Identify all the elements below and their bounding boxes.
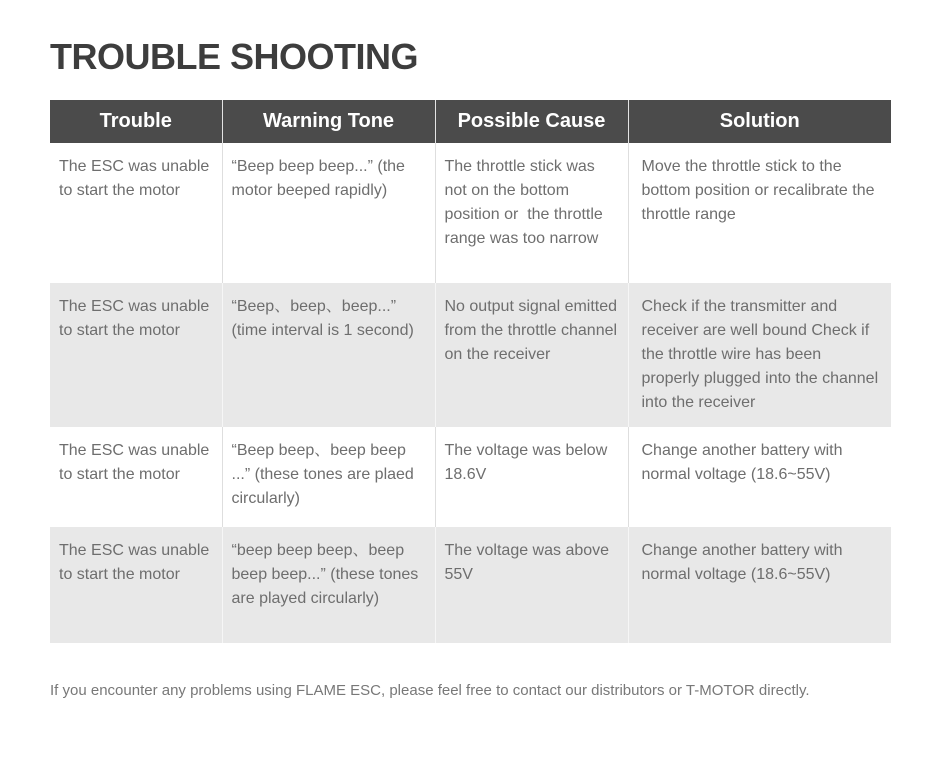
cell-solution: Check if the transmitter and receiver are well bound Check if the throttle wire has been properly plugged into the channel into the receiver <box>628 283 891 427</box>
header-row <box>50 100 891 143</box>
cell-trouble: The ESC was unable to start the motor <box>59 298 214 339</box>
table-row <box>50 527 891 643</box>
column-header-warning-tone: Warning Tone <box>222 100 435 143</box>
troubleshooting-table <box>50 100 891 643</box>
cell-warning-tone: “Beep、beep、beep...” (time interval is 1 second) <box>222 283 435 427</box>
table-row <box>50 283 891 427</box>
footer-note: If you encounter any problems using FLAME ESC, please feel free to contact our distributors or T-MOTOR directly. <box>50 682 810 699</box>
table-header <box>50 100 891 143</box>
table-body <box>50 143 891 643</box>
table-row <box>50 143 891 283</box>
page-title: TROUBLE SHOOTING <box>50 36 418 77</box>
cell-possible-cause: No output signal emitted from the throttle channel on the receiver <box>435 283 628 427</box>
cell-warning-tone: “Beep beep、beep beep ...” (these tones are plaed circularly) <box>222 427 435 527</box>
column-header-trouble: Trouble <box>50 100 222 143</box>
cell-trouble: The ESC was unable to start the motor <box>59 442 214 483</box>
column-header-solution: Solution <box>628 100 891 143</box>
cell-solution: Change another battery with normal voltage (18.6~55V) <box>628 427 891 527</box>
cell-warning-tone: “Beep beep beep...” (the motor beeped rapidly) <box>222 143 435 283</box>
cell-possible-cause: The throttle stick was not on the bottom position or the throttle range was too narrow <box>435 143 628 283</box>
cell-possible-cause: The voltage was below 18.6V <box>435 427 628 527</box>
cell-solution: Change another battery with normal voltage (18.6~55V) <box>628 527 891 643</box>
cell-solution: Move the throttle stick to the bottom position or recalibrate the throttle range <box>628 143 891 283</box>
cell-trouble: The ESC was unable to start the motor <box>59 158 214 199</box>
cell-possible-cause: The voltage was above 55V <box>435 527 628 643</box>
column-header-possible-cause: Possible Cause <box>435 100 628 143</box>
cell-warning-tone: “beep beep beep、beep beep beep...” (these tones are played circularly) <box>222 527 435 643</box>
cell-trouble: The ESC was unable to start the motor <box>59 542 214 583</box>
table-row <box>50 427 891 527</box>
